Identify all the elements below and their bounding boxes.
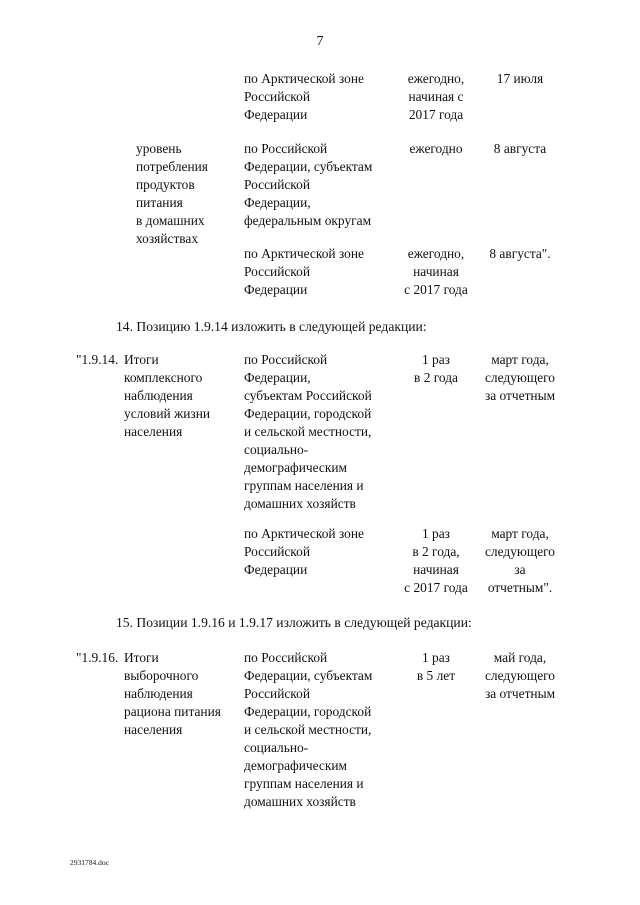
indicator-cell: уровень потребления продуктов питания в домашних хозяйствах [136, 141, 208, 246]
indicator-cell: Итоги выборочного наблюдения рациона питания населения [124, 650, 221, 737]
page-number: 7 [316, 34, 324, 49]
region-cell: по Российской Федерации, субъектам Российской Федерации, федеральным округам [244, 141, 373, 228]
region-cell: по Арктической зоне Российской Федерации [244, 246, 364, 297]
date-cell: 8 августа". [489, 246, 551, 261]
date-cell: март года, следующего за отчетным". [484, 526, 555, 595]
frequency-cell: 1 раз в 2 года, начиная с 2017 года [404, 526, 468, 595]
frequency-cell: ежегодно, начиная с 2017 года [404, 246, 468, 297]
date-cell: май года, следующего за отчетным [484, 650, 556, 701]
paragraph-14: 14. Позицию 1.9.14 изложить в следующей редакции: [116, 319, 427, 334]
region-cell: по Российской Федерации, субъектам Российской Федерации, городской и сельской местности, социально- демографическим группам населения и домашних хозяйств [244, 352, 372, 511]
position-code: "1.9.16. [76, 650, 119, 665]
frequency-cell: 1 раз в 5 лет [416, 650, 456, 683]
date-cell: 8 августа [493, 141, 547, 156]
position-code: "1.9.14. [76, 352, 119, 367]
frequency-cell: ежегодно [409, 141, 463, 156]
document-filename: 2931784.doc [70, 858, 109, 867]
date-cell: март года, следующего за отчетным [484, 352, 556, 403]
region-cell: по Российской Федерации, субъектам Российской Федерации, городской и сельской местности, социально- демографическим группам населения и домашних хозяйств [244, 650, 373, 809]
frequency-cell: ежегодно, начиная с 2017 года [407, 71, 465, 122]
date-cell: 17 июля [496, 71, 544, 86]
region-cell: по Арктической зоне Российской Федерации [244, 526, 364, 577]
frequency-cell: 1 раз в 2 года [414, 352, 458, 385]
paragraph-15: 15. Позиции 1.9.16 и 1.9.17 изложить в следующей редакции: [116, 615, 472, 630]
region-cell: по Арктической зоне Российской Федерации [244, 71, 364, 122]
indicator-cell: Итоги комплексного наблюдения условий жизни населения [124, 352, 211, 439]
